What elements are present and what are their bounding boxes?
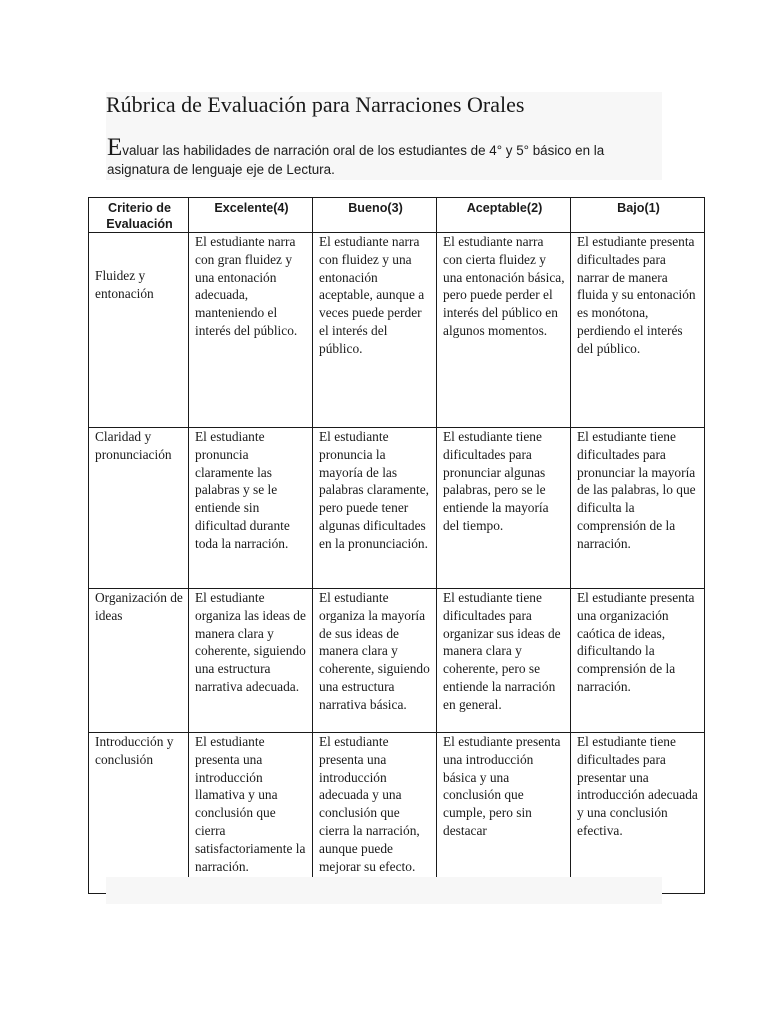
table-cell: El estudiante presenta una introducción básica y una conclusión que cumple, pero sin destacar xyxy=(437,733,571,894)
header-bueno: Bueno(3) xyxy=(313,198,437,233)
table-cell: El estudiante presenta una organización caótica de ideas, dificultando la comprensión de la narración. xyxy=(571,589,705,733)
table-cell: El estudiante presenta una introducción adecuada y una conclusión que cierra la narración, aunque puede mejorar su efecto. xyxy=(313,733,437,894)
header-bajo: Bajo(1) xyxy=(571,198,705,233)
table-cell: El estudiante tiene dificultades para presentar una introducción adecuada y una conclusión efectiva. xyxy=(571,733,705,894)
intro-paragraph xyxy=(107,134,662,179)
table-row xyxy=(89,428,705,589)
rubric-table xyxy=(88,197,705,894)
footer-background xyxy=(106,877,662,904)
table-cell: El estudiante organiza la mayoría de sus ideas de manera clara y coherente, siguiendo una estructura narrativa básica. xyxy=(313,589,437,733)
table-cell: El estudiante narra con gran fluidez y una entonación adecuada, manteniendo el interés del público. xyxy=(189,233,313,428)
intro-text: valuar las habilidades de narración oral de los estudiantes de 4° y 5° básico en la asignatura de lenguaje eje de Lectura. xyxy=(107,143,605,177)
table-row xyxy=(89,733,705,894)
header-criterion: Criterio de Evaluación xyxy=(89,198,189,233)
table-row xyxy=(89,233,705,428)
intro-dropcap: E xyxy=(107,134,123,161)
criterion-cell: Organización de ideas xyxy=(89,589,189,733)
header-aceptable: Aceptable(2) xyxy=(437,198,571,233)
table-cell: El estudiante presenta dificultades para narrar de manera fluida y su entonación es monótona, perdiendo el interés del público. xyxy=(571,233,705,428)
criterion-cell: Claridad y pronunciación xyxy=(89,428,189,589)
table-cell: El estudiante pronuncia la mayoría de las palabras claramente, pero puede tener algunas dificultades en la pronunciación. xyxy=(313,428,437,589)
page-title: Rúbrica de Evaluación para Narraciones Orales xyxy=(106,92,525,117)
criterion-cell: Fluidez y entonación xyxy=(89,233,189,428)
header-excelente: Excelente(4) xyxy=(189,198,313,233)
table-cell: El estudiante presenta una introducción llamativa y una conclusión que cierra satisfactoriamente la narración. xyxy=(189,733,313,894)
table-cell: El estudiante narra con cierta fluidez y una entonación básica, pero puede perder el interés del público en algunos momentos. xyxy=(437,233,571,428)
table-cell: El estudiante organiza las ideas de manera clara y coherente, siguiendo una estructura narrativa adecuada. xyxy=(189,589,313,733)
table-cell: El estudiante tiene dificultades para pronunciar algunas palabras, pero se le entiende la mayoría del tiempo. xyxy=(437,428,571,589)
table-cell: El estudiante narra con fluidez y una entonación aceptable, aunque a veces puede perder el interés del público. xyxy=(313,233,437,428)
table-cell: El estudiante pronuncia claramente las palabras y se le entiende sin dificultad durante toda la narración. xyxy=(189,428,313,589)
table-cell: El estudiante tiene dificultades para pronunciar la mayoría de las palabras, lo que dificulta la comprensión de la narración. xyxy=(571,428,705,589)
table-row xyxy=(89,589,705,733)
table-header-row xyxy=(89,198,705,233)
criterion-cell: Introducción y conclusión xyxy=(89,733,189,894)
table-cell: El estudiante tiene dificultades para organizar sus ideas de manera clara y coherente, pero se entiende la narración en general. xyxy=(437,589,571,733)
